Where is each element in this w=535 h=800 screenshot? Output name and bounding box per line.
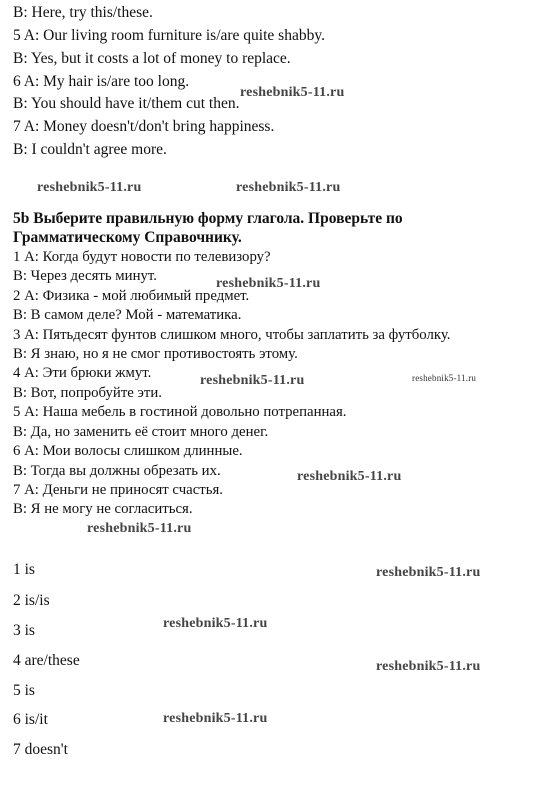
english-line-3: B: Yes, but it costs a lot of money to replace. [13, 50, 291, 67]
english-line-1: B: Here, try this/these. [13, 4, 153, 21]
russian-line-13: 7 А: Деньги не приносят счастья. [13, 482, 224, 498]
watermark: reshebnik5-11.ru [163, 711, 268, 726]
english-line-4: 6 A: My hair is/are too long. [13, 73, 190, 90]
exercise-heading-line-1: 5b Выберите правильную форму глагола. Проверьте по [13, 210, 403, 227]
russian-line-12: В: Тогда вы должны обрезать их. [13, 463, 221, 479]
english-line-7: B: I couldn't agree more. [13, 141, 167, 158]
russian-line-8: В: Вот, попробуйте эти. [13, 385, 162, 401]
answer-2: 2 is/is [13, 592, 50, 609]
watermark: reshebnik5-11.ru [297, 469, 402, 484]
answer-4: 4 are/these [13, 652, 80, 669]
watermark: reshebnik5-11.ru [163, 616, 268, 631]
russian-line-1: 1 А: Когда будут новости по телевизору? [13, 249, 271, 265]
russian-line-14: В: Я не могу не согласиться. [13, 501, 193, 517]
watermark: reshebnik5-11.ru [200, 373, 305, 388]
english-line-6: 7 A: Money doesn't/don't bring happiness. [13, 118, 275, 135]
english-line-5: B: You should have it/them cut then. [13, 95, 240, 112]
russian-line-4: В: В самом деле? Мой - математика. [13, 307, 242, 323]
russian-line-6: В: Я знаю, но я не смог противостоять этому. [13, 346, 298, 362]
watermark: reshebnik5-11.ru [236, 180, 341, 195]
watermark: reshebnik5-11.ru [216, 276, 321, 291]
answer-5: 5 is [13, 682, 35, 699]
russian-line-10: В: Да, но заменить её стоит много денег. [13, 424, 269, 440]
answer-7: 7 doesn't [13, 741, 68, 758]
russian-line-2: В: Через десять минут. [13, 268, 157, 284]
russian-line-7: 4 А: Эти брюки жмут. [13, 365, 152, 381]
russian-line-5: 3 А: Пятьдесят фунтов слишком много, чтобы заплатить за футболку. [13, 327, 451, 343]
russian-line-3: 2 А: Физика - мой любимый предмет. [13, 288, 250, 304]
answer-3: 3 is [13, 622, 35, 639]
watermark: reshebnik5-11.ru [412, 373, 477, 383]
answer-6: 6 is/it [13, 711, 48, 728]
russian-line-11: 6 А: Мои волосы слишком длинные. [13, 443, 243, 459]
watermark: reshebnik5-11.ru [87, 521, 192, 536]
watermark: reshebnik5-11.ru [376, 659, 481, 674]
russian-line-9: 5 А: Наша мебель в гостиной довольно потрепанная. [13, 404, 347, 420]
exercise-heading-line-2: Грамматическому Справочнику. [13, 229, 242, 246]
english-line-2: 5 A: Our living room furniture is/are quite shabby. [13, 27, 325, 44]
watermark: reshebnik5-11.ru [240, 85, 345, 100]
watermark: reshebnik5-11.ru [376, 565, 481, 580]
answer-1: 1 is [13, 561, 35, 578]
watermark: reshebnik5-11.ru [37, 180, 142, 195]
